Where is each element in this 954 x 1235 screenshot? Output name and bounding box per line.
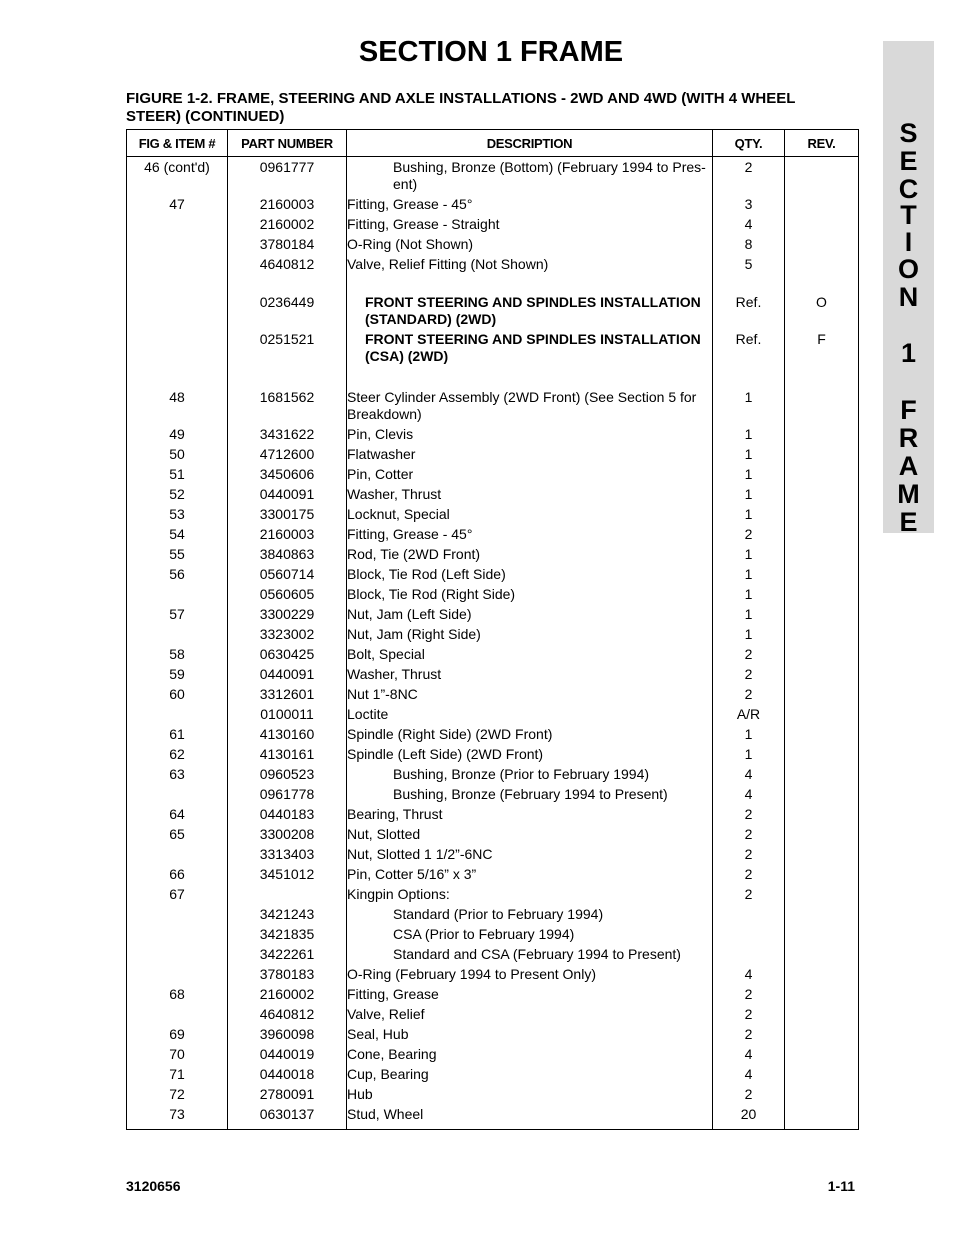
rev-cell bbox=[785, 1106, 859, 1130]
fig-item-cell: 57 bbox=[127, 606, 228, 626]
description-cell: Stud, Wheel bbox=[347, 1106, 713, 1130]
table-row bbox=[127, 294, 859, 331]
part-number-cell bbox=[228, 886, 347, 906]
table-row bbox=[127, 686, 859, 706]
description-cell: Fitting, Grease - Straight bbox=[347, 216, 713, 236]
part-number-cell: 3300229 bbox=[228, 606, 347, 626]
fig-item-cell: 50 bbox=[127, 446, 228, 466]
table-row bbox=[127, 986, 859, 1006]
fig-item-cell: 58 bbox=[127, 646, 228, 666]
table-row bbox=[127, 926, 859, 946]
qty-cell: 2 bbox=[713, 686, 785, 706]
rev-cell bbox=[785, 646, 859, 666]
part-number-cell: 3840863 bbox=[228, 546, 347, 566]
fig-item-cell: 72 bbox=[127, 1086, 228, 1106]
side-tab-number: 1 bbox=[900, 338, 917, 368]
parts-table bbox=[126, 129, 859, 1130]
rev-cell bbox=[785, 626, 859, 646]
table-row bbox=[127, 526, 859, 546]
fig-item-cell bbox=[127, 926, 228, 946]
qty-cell: 2 bbox=[713, 1026, 785, 1046]
table-row bbox=[127, 546, 859, 566]
qty-cell: 2 bbox=[713, 806, 785, 826]
part-number-cell: 3450606 bbox=[228, 466, 347, 486]
rev-cell bbox=[785, 926, 859, 946]
qty-cell: 4 bbox=[713, 216, 785, 236]
rev-cell bbox=[785, 506, 859, 526]
description-cell: Nut, Slotted bbox=[347, 826, 713, 846]
table-row bbox=[127, 331, 859, 368]
qty-cell: 4 bbox=[713, 766, 785, 786]
fig-item-cell: 68 bbox=[127, 986, 228, 1006]
side-tab-letter: T bbox=[900, 200, 917, 230]
table-row bbox=[127, 886, 859, 906]
rev-cell bbox=[785, 866, 859, 886]
qty-cell: 2 bbox=[713, 646, 785, 666]
qty-cell bbox=[713, 926, 785, 946]
rev-cell bbox=[785, 786, 859, 806]
description-cell: Cup, Bearing bbox=[347, 1066, 713, 1086]
description-cell: Fitting, Grease - 45° bbox=[347, 196, 713, 216]
description-cell: FRONT STEERING AND SPINDLES INSTALLATION (CSA) (2WD) bbox=[347, 331, 713, 368]
table-row bbox=[127, 626, 859, 646]
rev-cell bbox=[785, 1086, 859, 1106]
qty-cell: 2 bbox=[713, 1006, 785, 1026]
table-row bbox=[127, 786, 859, 806]
part-number-cell: 0630425 bbox=[228, 646, 347, 666]
part-number-cell: 1681562 bbox=[228, 389, 347, 426]
part-number-cell: 4640812 bbox=[228, 1006, 347, 1026]
table-row bbox=[127, 766, 859, 786]
header-fig-item: FIG & ITEM # bbox=[127, 130, 228, 157]
part-number-cell: 2160003 bbox=[228, 196, 347, 216]
description-cell: Bearing, Thrust bbox=[347, 806, 713, 826]
side-tab-letter: I bbox=[904, 227, 913, 257]
description-cell: Seal, Hub bbox=[347, 1026, 713, 1046]
spacer-cell bbox=[713, 368, 785, 389]
rev-cell: F bbox=[785, 331, 859, 368]
fig-item-cell: 48 bbox=[127, 389, 228, 426]
side-tab-letter: O bbox=[897, 254, 919, 284]
rev-cell bbox=[785, 706, 859, 726]
qty-cell: 1 bbox=[713, 566, 785, 586]
side-tab-letter: S bbox=[899, 118, 918, 148]
part-number-cell: 0251521 bbox=[228, 331, 347, 368]
table-row bbox=[127, 1066, 859, 1086]
fig-item-cell: 52 bbox=[127, 486, 228, 506]
rev-cell bbox=[785, 606, 859, 626]
part-number-cell: 2160002 bbox=[228, 216, 347, 236]
part-number-cell: 0440183 bbox=[228, 806, 347, 826]
part-number-cell: 0630137 bbox=[228, 1106, 347, 1130]
part-number-cell: 0236449 bbox=[228, 294, 347, 331]
table-row bbox=[127, 846, 859, 866]
rev-cell bbox=[785, 216, 859, 236]
table-row bbox=[127, 389, 859, 426]
description-cell: Block, Tie Rod (Left Side) bbox=[347, 566, 713, 586]
side-tab-letter: A bbox=[898, 451, 919, 481]
fig-item-cell: 46 (cont'd) bbox=[127, 157, 228, 197]
fig-item-cell: 59 bbox=[127, 666, 228, 686]
side-tab-letter: E bbox=[899, 146, 918, 176]
part-number-cell: 3780183 bbox=[228, 966, 347, 986]
rev-cell bbox=[785, 389, 859, 426]
fig-item-cell: 66 bbox=[127, 866, 228, 886]
description-cell: Fitting, Grease bbox=[347, 986, 713, 1006]
part-number-cell: 3451012 bbox=[228, 866, 347, 886]
part-number-cell: 0560605 bbox=[228, 586, 347, 606]
part-number-cell: 0440019 bbox=[228, 1046, 347, 1066]
table-row bbox=[127, 826, 859, 846]
qty-cell: 1 bbox=[713, 506, 785, 526]
section-side-tab bbox=[883, 41, 934, 537]
rev-cell bbox=[785, 236, 859, 256]
part-number-cell: 4130161 bbox=[228, 746, 347, 766]
description-cell: Nut, Jam (Left Side) bbox=[347, 606, 713, 626]
part-number-cell: 3313403 bbox=[228, 846, 347, 866]
description-cell: Cone, Bearing bbox=[347, 1046, 713, 1066]
rev-cell bbox=[785, 1046, 859, 1066]
part-number-cell: 3300175 bbox=[228, 506, 347, 526]
spacer-cell bbox=[785, 276, 859, 294]
table-row bbox=[127, 566, 859, 586]
rev-cell bbox=[785, 546, 859, 566]
fig-item-cell bbox=[127, 786, 228, 806]
table-row bbox=[127, 726, 859, 746]
figure-title: FIGURE 1-2. FRAME, STEERING AND AXLE INSTALLATIONS - 2WD AND 4WD (WITH 4 WHEEL STEER) (CONTINUED) bbox=[126, 90, 796, 125]
qty-cell: 2 bbox=[713, 986, 785, 1006]
part-number-cell: 3323002 bbox=[228, 626, 347, 646]
description-cell: Steer Cylinder Assembly (2WD Front) (See Section 5 for Breakdown) bbox=[347, 389, 713, 426]
part-number-cell: 4130160 bbox=[228, 726, 347, 746]
fig-item-cell: 73 bbox=[127, 1106, 228, 1130]
fig-item-cell: 69 bbox=[127, 1026, 228, 1046]
part-number-cell: 0560714 bbox=[228, 566, 347, 586]
fig-item-cell bbox=[127, 331, 228, 368]
spacer-cell bbox=[347, 276, 713, 294]
part-number-cell: 3431622 bbox=[228, 426, 347, 446]
qty-cell: 4 bbox=[713, 966, 785, 986]
rev-cell bbox=[785, 1006, 859, 1026]
table-row bbox=[127, 1106, 859, 1130]
qty-cell: 3 bbox=[713, 196, 785, 216]
fig-item-cell: 56 bbox=[127, 566, 228, 586]
table-row bbox=[127, 216, 859, 236]
fig-item-cell: 49 bbox=[127, 426, 228, 446]
description-cell: Kingpin Options: bbox=[347, 886, 713, 906]
description-cell: O-Ring (Not Shown) bbox=[347, 236, 713, 256]
table-row bbox=[127, 157, 859, 197]
rev-cell bbox=[785, 566, 859, 586]
table-row bbox=[127, 646, 859, 666]
fig-item-cell bbox=[127, 966, 228, 986]
rev-cell bbox=[785, 486, 859, 506]
part-number-cell: 0440018 bbox=[228, 1066, 347, 1086]
document-number: 3120656 bbox=[126, 1178, 181, 1194]
spacer-cell bbox=[785, 368, 859, 389]
rev-cell bbox=[785, 726, 859, 746]
fig-item-cell: 54 bbox=[127, 526, 228, 546]
description-cell: Nut, Slotted 1 1/2”-6NC bbox=[347, 846, 713, 866]
description-cell: CSA (Prior to February 1994) bbox=[347, 926, 713, 946]
fig-item-cell: 51 bbox=[127, 466, 228, 486]
rev-cell bbox=[785, 986, 859, 1006]
table-row bbox=[127, 606, 859, 626]
fig-item-cell bbox=[127, 626, 228, 646]
rev-cell bbox=[785, 157, 859, 197]
qty-cell: 2 bbox=[713, 826, 785, 846]
description-cell: Washer, Thrust bbox=[347, 666, 713, 686]
qty-cell: 5 bbox=[713, 256, 785, 276]
table-row bbox=[127, 1026, 859, 1046]
rev-cell bbox=[785, 946, 859, 966]
qty-cell: 8 bbox=[713, 236, 785, 256]
description-cell: Hub bbox=[347, 1086, 713, 1106]
table-row bbox=[127, 446, 859, 466]
rev-cell bbox=[785, 666, 859, 686]
rev-cell bbox=[785, 256, 859, 276]
qty-cell: 2 bbox=[713, 846, 785, 866]
description-cell: Standard (Prior to February 1994) bbox=[347, 906, 713, 926]
fig-item-cell: 71 bbox=[127, 1066, 228, 1086]
qty-cell: 1 bbox=[713, 486, 785, 506]
table-row bbox=[127, 426, 859, 446]
qty-cell: Ref. bbox=[713, 294, 785, 331]
rev-cell bbox=[785, 586, 859, 606]
rev-cell bbox=[785, 426, 859, 446]
table-row bbox=[127, 746, 859, 766]
fig-item-cell bbox=[127, 236, 228, 256]
spacer-row bbox=[127, 368, 859, 389]
qty-cell: 1 bbox=[713, 586, 785, 606]
part-number-cell: 3422261 bbox=[228, 946, 347, 966]
rev-cell bbox=[785, 966, 859, 986]
description-cell: Spindle (Right Side) (2WD Front) bbox=[347, 726, 713, 746]
spacer-cell bbox=[347, 368, 713, 389]
table-row bbox=[127, 586, 859, 606]
rev-cell bbox=[785, 846, 859, 866]
fig-item-cell: 63 bbox=[127, 766, 228, 786]
spacer-cell bbox=[228, 368, 347, 389]
fig-item-cell bbox=[127, 906, 228, 926]
qty-cell bbox=[713, 946, 785, 966]
fig-item-cell: 70 bbox=[127, 1046, 228, 1066]
side-tab-letter: F bbox=[900, 395, 917, 425]
table-row bbox=[127, 866, 859, 886]
description-cell: Bushing, Bronze (Bottom) (February 1994 to Pres-ent) bbox=[347, 157, 713, 197]
fig-item-cell: 62 bbox=[127, 746, 228, 766]
fig-item-cell: 64 bbox=[127, 806, 228, 826]
fig-item-cell: 47 bbox=[127, 196, 228, 216]
qty-cell: 2 bbox=[713, 866, 785, 886]
fig-item-cell bbox=[127, 256, 228, 276]
table-row bbox=[127, 236, 859, 256]
table-row bbox=[127, 256, 859, 276]
qty-cell: 2 bbox=[713, 886, 785, 906]
spacer-cell bbox=[127, 276, 228, 294]
table-row bbox=[127, 966, 859, 986]
part-number-cell: 2160002 bbox=[228, 986, 347, 1006]
fig-item-cell bbox=[127, 294, 228, 331]
part-number-cell: 3960098 bbox=[228, 1026, 347, 1046]
description-cell: Nut 1”-8NC bbox=[347, 686, 713, 706]
description-cell: Pin, Cotter 5/16” x 3” bbox=[347, 866, 713, 886]
qty-cell: 2 bbox=[713, 157, 785, 197]
table-row bbox=[127, 1086, 859, 1106]
rev-cell bbox=[785, 196, 859, 216]
rev-cell bbox=[785, 806, 859, 826]
part-number-cell: 2780091 bbox=[228, 1086, 347, 1106]
table-row bbox=[127, 196, 859, 216]
part-number-cell: 0961777 bbox=[228, 157, 347, 197]
fig-item-cell bbox=[127, 216, 228, 236]
rev-cell bbox=[785, 1026, 859, 1046]
qty-cell: 20 bbox=[713, 1106, 785, 1130]
rev-cell bbox=[785, 466, 859, 486]
part-number-cell: 3421835 bbox=[228, 926, 347, 946]
table-row bbox=[127, 486, 859, 506]
part-number-cell: 3312601 bbox=[228, 686, 347, 706]
qty-cell: 1 bbox=[713, 446, 785, 466]
part-number-cell: 4712600 bbox=[228, 446, 347, 466]
side-tab-letter: N bbox=[898, 282, 919, 312]
qty-cell: 4 bbox=[713, 1046, 785, 1066]
part-number-cell: 3300208 bbox=[228, 826, 347, 846]
part-number-cell: 3780184 bbox=[228, 236, 347, 256]
rev-cell bbox=[785, 906, 859, 926]
description-cell: Valve, Relief bbox=[347, 1006, 713, 1026]
fig-item-cell bbox=[127, 586, 228, 606]
rev-cell bbox=[785, 886, 859, 906]
qty-cell: 1 bbox=[713, 389, 785, 426]
description-cell: Valve, Relief Fitting (Not Shown) bbox=[347, 256, 713, 276]
page-number: 1-11 bbox=[827, 1178, 855, 1194]
spacer-cell bbox=[228, 276, 347, 294]
fig-item-cell bbox=[127, 846, 228, 866]
table-row bbox=[127, 946, 859, 966]
section-title: SECTION 1 FRAME bbox=[358, 36, 624, 68]
part-number-cell: 0440091 bbox=[228, 486, 347, 506]
qty-cell: 2 bbox=[713, 526, 785, 546]
fig-item-cell bbox=[127, 946, 228, 966]
side-tab-letter: E bbox=[899, 507, 918, 537]
rev-cell bbox=[785, 746, 859, 766]
description-cell: Flatwasher bbox=[347, 446, 713, 466]
side-tab-letter: C bbox=[898, 174, 919, 204]
table-header-row bbox=[127, 130, 859, 157]
header-part-number: PART NUMBER bbox=[228, 130, 347, 157]
header-rev: REV. bbox=[785, 130, 859, 157]
part-number-cell: 2160003 bbox=[228, 526, 347, 546]
description-cell: Nut, Jam (Right Side) bbox=[347, 626, 713, 646]
qty-cell: Ref. bbox=[713, 331, 785, 368]
part-number-cell: 4640812 bbox=[228, 256, 347, 276]
fig-item-cell: 67 bbox=[127, 886, 228, 906]
qty-cell: 4 bbox=[713, 786, 785, 806]
table-row bbox=[127, 666, 859, 686]
qty-cell: 4 bbox=[713, 1066, 785, 1086]
side-tab-letter: M bbox=[897, 479, 920, 509]
qty-cell: 1 bbox=[713, 626, 785, 646]
side-tab-letter: R bbox=[898, 423, 919, 453]
part-number-cell: 0961778 bbox=[228, 786, 347, 806]
description-cell: O-Ring (February 1994 to Present Only) bbox=[347, 966, 713, 986]
rev-cell bbox=[785, 686, 859, 706]
spacer-cell bbox=[127, 368, 228, 389]
rev-cell bbox=[785, 766, 859, 786]
qty-cell: 1 bbox=[713, 466, 785, 486]
description-cell: Fitting, Grease - 45° bbox=[347, 526, 713, 546]
qty-cell: 1 bbox=[713, 726, 785, 746]
description-cell: Pin, Clevis bbox=[347, 426, 713, 446]
table-row bbox=[127, 1046, 859, 1066]
rev-cell bbox=[785, 526, 859, 546]
table-row bbox=[127, 806, 859, 826]
part-number-cell: 0100011 bbox=[228, 706, 347, 726]
table-row bbox=[127, 506, 859, 526]
fig-item-cell bbox=[127, 706, 228, 726]
part-number-cell: 0440091 bbox=[228, 666, 347, 686]
description-cell: Loctite bbox=[347, 706, 713, 726]
fig-item-cell: 53 bbox=[127, 506, 228, 526]
rev-cell bbox=[785, 446, 859, 466]
fig-item-cell: 60 bbox=[127, 686, 228, 706]
table-row bbox=[127, 906, 859, 926]
table-row bbox=[127, 466, 859, 486]
fig-item-cell bbox=[127, 1006, 228, 1026]
description-cell: Bushing, Bronze (Prior to February 1994) bbox=[347, 766, 713, 786]
table-row bbox=[127, 706, 859, 726]
fig-item-cell: 61 bbox=[127, 726, 228, 746]
qty-cell bbox=[713, 906, 785, 926]
description-cell: Pin, Cotter bbox=[347, 466, 713, 486]
description-cell: Spindle (Left Side) (2WD Front) bbox=[347, 746, 713, 766]
qty-cell: 2 bbox=[713, 1086, 785, 1106]
description-cell: Locknut, Special bbox=[347, 506, 713, 526]
description-cell: Block, Tie Rod (Right Side) bbox=[347, 586, 713, 606]
rev-cell bbox=[785, 1066, 859, 1086]
description-cell: Rod, Tie (2WD Front) bbox=[347, 546, 713, 566]
header-qty: QTY. bbox=[713, 130, 785, 157]
qty-cell: 1 bbox=[713, 546, 785, 566]
spacer-row bbox=[127, 276, 859, 294]
rev-cell: O bbox=[785, 294, 859, 331]
description-cell: FRONT STEERING AND SPINDLES INSTALLATION (STANDARD) (2WD) bbox=[347, 294, 713, 331]
fig-item-cell: 65 bbox=[127, 826, 228, 846]
description-cell: Washer, Thrust bbox=[347, 486, 713, 506]
qty-cell: 2 bbox=[713, 666, 785, 686]
header-description: DESCRIPTION bbox=[347, 130, 713, 157]
description-cell: Standard and CSA (February 1994 to Present) bbox=[347, 946, 713, 966]
description-cell: Bushing, Bronze (February 1994 to Present) bbox=[347, 786, 713, 806]
part-number-cell: 0960523 bbox=[228, 766, 347, 786]
qty-cell: 1 bbox=[713, 426, 785, 446]
description-cell: Bolt, Special bbox=[347, 646, 713, 666]
fig-item-cell: 55 bbox=[127, 546, 228, 566]
part-number-cell: 3421243 bbox=[228, 906, 347, 926]
spacer-cell bbox=[713, 276, 785, 294]
qty-cell: A/R bbox=[713, 706, 785, 726]
table-row bbox=[127, 1006, 859, 1026]
qty-cell: 1 bbox=[713, 606, 785, 626]
qty-cell: 1 bbox=[713, 746, 785, 766]
rev-cell bbox=[785, 826, 859, 846]
